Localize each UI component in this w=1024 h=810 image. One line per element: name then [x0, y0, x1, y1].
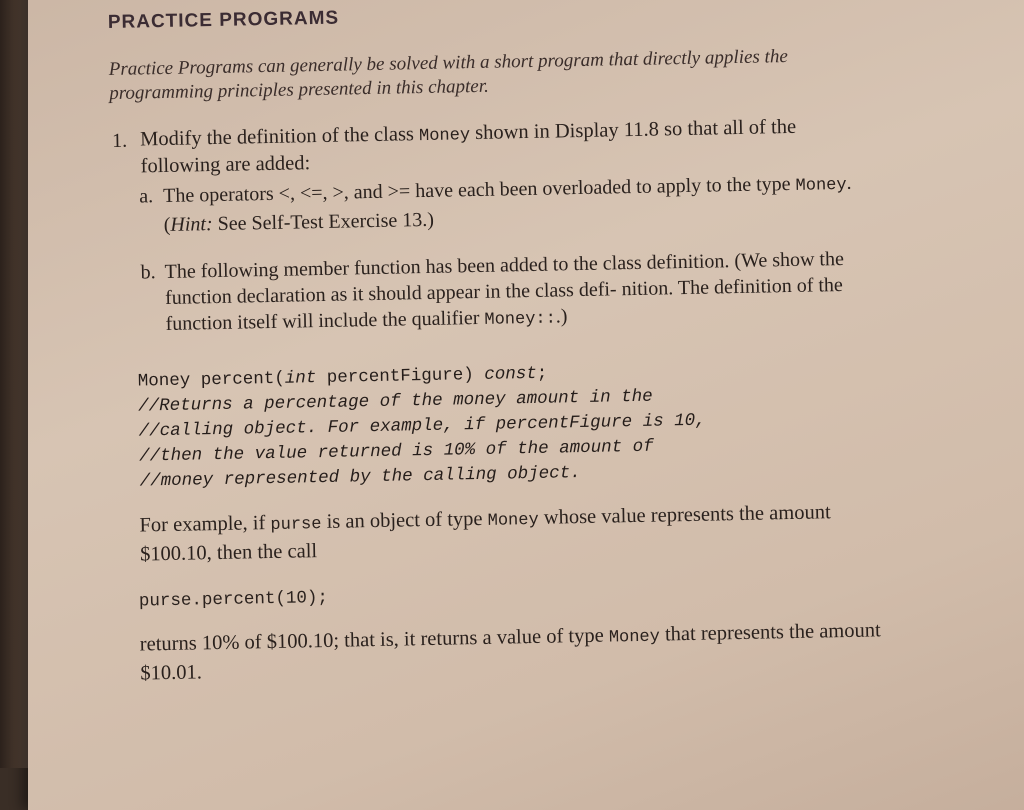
code-comment-line: //Returns a percentage of the money amount in the — [138, 386, 653, 417]
type-name-code: Money — [608, 627, 661, 648]
variable-code: purse — [270, 515, 322, 536]
qualifier-code: Money:: — [484, 309, 557, 330]
subitem-a-text — [163, 170, 864, 238]
subitem-a-text-part: See Self-Test Exercise 13.) — [212, 208, 435, 236]
code-keyword: const — [484, 363, 537, 385]
subitem-b-text-part: .) — [555, 305, 568, 328]
returns-paragraph — [140, 617, 901, 687]
call-code: purse.percent(10); — [138, 587, 329, 612]
function-declaration-code — [138, 355, 900, 495]
section-heading: PRACTICE PROGRAMS — [107, 7, 340, 34]
item-1-text-part: shown in Display 11.8 so that all of the following are added: — [140, 115, 797, 178]
type-name-code: Money — [487, 510, 539, 531]
code-comment-line: //money represented by the calling object. — [139, 463, 581, 492]
returns-text-part: that represents the amount $10.01. — [140, 619, 881, 685]
example-text-part: For example, if — [139, 512, 271, 537]
subitem-a-text-part: . ( — [163, 171, 852, 237]
hint-label: Hint: — [170, 213, 213, 236]
code-token: ; — [536, 363, 548, 384]
subitem-a-text-part: The operators <, <=, >, and >= have each been overloaded to apply to the type — [162, 172, 796, 208]
item-1-number: 1. — [111, 129, 128, 152]
code-token: percentFigure) — [316, 364, 485, 389]
item-1-text-part: Modify the definition of the class — [139, 123, 420, 151]
example-paragraph — [139, 498, 900, 568]
example-text-part: whose value represents the amount $100.10, then the call — [139, 501, 831, 566]
code-token: Money percent( — [137, 368, 285, 392]
class-name-code: Money — [418, 126, 471, 147]
code-comment-line: //then the value returned is 10% of the amount of — [139, 436, 654, 467]
item-1-text — [140, 114, 841, 179]
subitem-b-label: b. — [140, 261, 156, 284]
code-keyword: int — [284, 368, 317, 389]
returns-text-part: returns 10% of $100.10; that is, it returns a value of type — [139, 624, 610, 656]
subitem-a-label: a. — [138, 185, 154, 208]
intro-paragraph: Practice Programs can generally be solved with a short program that directly applies the programming principles presented in this chapter. — [108, 45, 788, 105]
example-text-part: is an object of type — [321, 507, 488, 534]
subitem-b-text-part: The following member function has been added to the class definition. (We show the function declaration as it should appear in the class defi- nition. The definition of the function itself will include the qualifier — [164, 247, 845, 335]
subitem-b-text — [164, 246, 865, 340]
code-comment-line: //calling object. For example, if percentFigure is 10, — [138, 410, 706, 442]
type-name-code: Money — [795, 175, 847, 196]
